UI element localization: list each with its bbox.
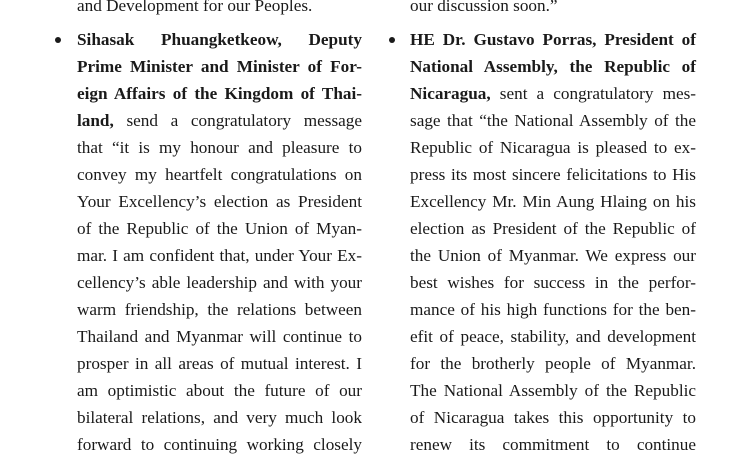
text-line <box>410 26 696 53</box>
text-line <box>410 377 696 404</box>
body-text: convey my heartfelt congratulations on <box>77 165 362 184</box>
text-line <box>410 80 696 107</box>
body-text: of Nicaragua takes this opportunity to <box>410 408 696 427</box>
text-line <box>410 323 696 350</box>
text-line <box>410 161 696 188</box>
body-text: prosper in all areas of mutual interest. I <box>77 354 362 373</box>
text-line <box>77 431 362 458</box>
body-text: send a congratulatory message <box>113 111 362 130</box>
body-text: mance of his high functions for the ben- <box>410 300 696 319</box>
text-line <box>410 53 696 80</box>
text-line <box>410 404 696 431</box>
body-text: cellency’s able leadership and with your <box>77 273 362 292</box>
text-line <box>77 215 362 242</box>
body-text: election as President of the Republic of <box>410 219 696 238</box>
body-text: sage that “the National Assembly of the <box>410 111 696 130</box>
text-line <box>410 269 696 296</box>
text-line <box>77 404 362 431</box>
text-line <box>410 350 696 377</box>
body-text: Excellency Mr. Min Aung Hlaing on his <box>410 192 696 211</box>
left-previous-paragraph-tail: and Development for our Peoples. <box>77 0 313 15</box>
body-text: bilateral relations, and very much look <box>77 408 362 427</box>
text-line <box>410 134 696 161</box>
bold-speaker-text: land, <box>77 111 114 130</box>
bold-speaker-text: Sihasak Phuangketkeow, Deputy <box>77 30 362 49</box>
body-text: of the Republic of the Union of Myan- <box>77 219 362 238</box>
body-text: The National Assembly of the Republic <box>410 381 696 400</box>
body-text: renew its commitment to continue <box>410 435 696 454</box>
bold-speaker-text: HE Dr. Gustavo Porras, President of <box>410 30 696 49</box>
body-text: warm friendship, the relations between <box>77 300 362 319</box>
body-text: best wishes for success in the perfor- <box>410 273 696 292</box>
bold-speaker-text: Nicaragua, <box>410 84 491 103</box>
bullet-icon <box>55 37 61 43</box>
body-text: efit of peace, stability, and development <box>410 327 696 346</box>
body-text: Your Excellency’s election as President <box>77 192 362 211</box>
text-line <box>410 242 696 269</box>
text-line <box>410 215 696 242</box>
body-text: press its most sincere felicitations to His <box>410 165 696 184</box>
body-text: mar. I am confident that, under Your Ex- <box>77 246 362 265</box>
body-text: Thailand and Myanmar will continue to <box>77 327 362 346</box>
text-line <box>77 107 362 134</box>
bold-speaker-text: Prime Minister and Minister of For- <box>77 57 362 76</box>
bold-speaker-text: eign Affairs of the Kingdom of Thai- <box>77 84 362 103</box>
bullet-icon <box>389 37 395 43</box>
body-text: that “it is my honour and pleasure to <box>77 138 362 157</box>
text-line <box>410 431 696 458</box>
body-text: Republic of Nicaragua is pleased to ex- <box>410 138 696 157</box>
text-line <box>77 80 362 107</box>
text-line <box>410 188 696 215</box>
text-line <box>77 350 362 377</box>
text-line <box>77 323 362 350</box>
right-previous-paragraph-tail: our discussion soon.” <box>410 0 558 15</box>
body-text: sent a congratulatory mes- <box>490 84 696 103</box>
text-line <box>77 26 362 53</box>
body-text: the Union of Myanmar. We express our <box>410 246 696 265</box>
text-line <box>77 53 362 80</box>
text-line <box>77 269 362 296</box>
bold-speaker-text: National Assembly, the Republic of <box>410 57 696 76</box>
text-line <box>77 242 362 269</box>
text-line <box>410 296 696 323</box>
text-line <box>77 296 362 323</box>
body-text: forward to continuing working closely <box>77 435 362 454</box>
text-line <box>77 134 362 161</box>
text-line <box>77 377 362 404</box>
text-line <box>77 161 362 188</box>
body-text: for the brotherly people of Myanmar. <box>410 354 696 373</box>
text-line <box>410 107 696 134</box>
text-line <box>77 188 362 215</box>
body-text: am optimistic about the future of our <box>77 381 362 400</box>
